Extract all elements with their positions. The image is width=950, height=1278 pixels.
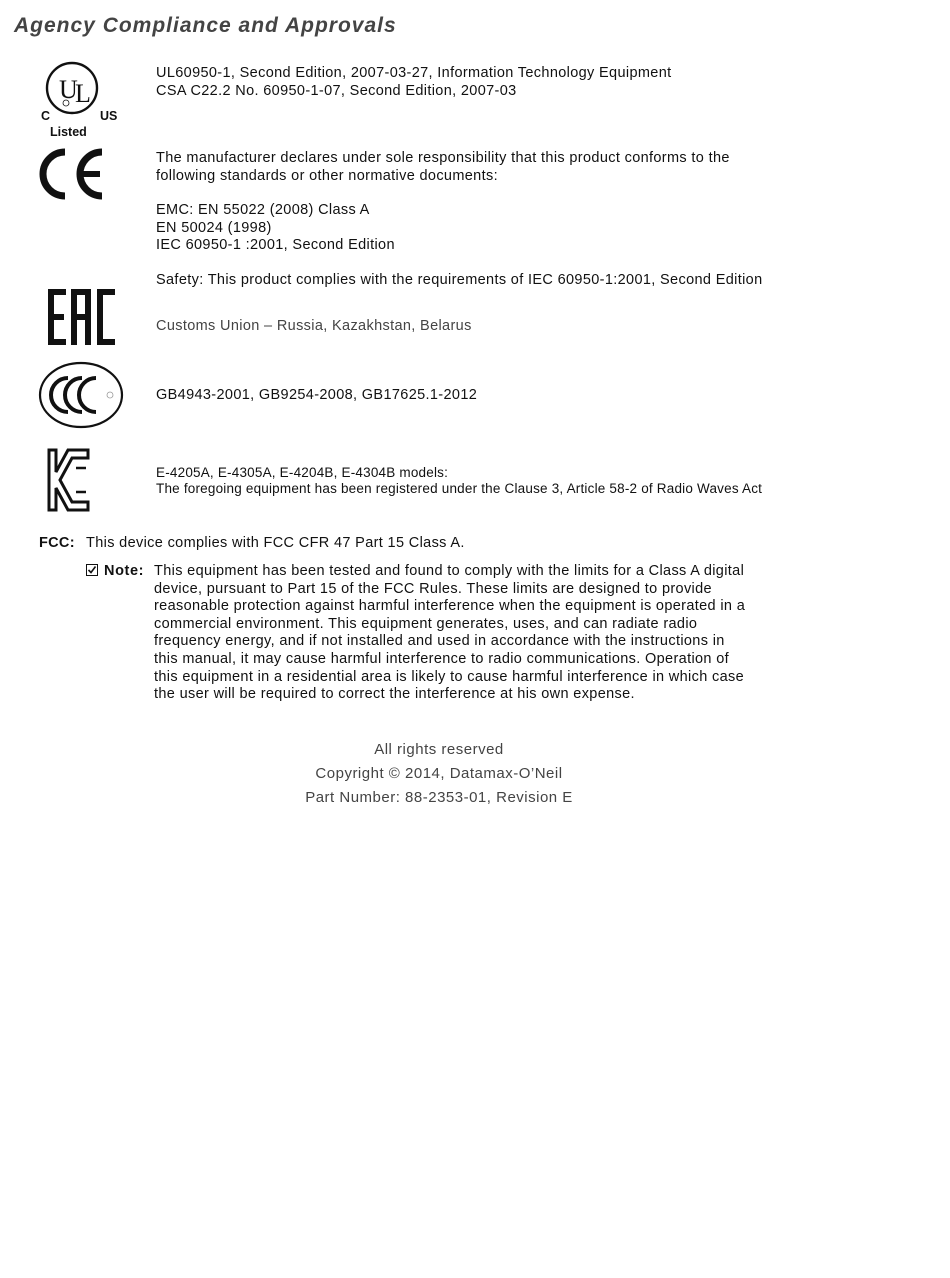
ul-c-label: C [41,109,51,123]
footer-copyright: Copyright © 2014, Datamax-O’Neil [315,765,563,782]
note-label: Note: [104,563,145,579]
ul-listed-label: Listed [50,125,87,139]
note-line: This equipment has been tested and found to comply with the limits for a Class A digital [154,563,745,579]
ul-standards [156,65,672,100]
ccc-mark-icon [38,360,126,430]
kc-registration [156,465,762,497]
eac-text: Customs Union – Russia, Kazakhstan, Belarus [156,318,472,334]
ce-declaration [156,150,730,185]
ul-standard-line: UL60950-1, Second Edition, 2007-03-27, Information Technology Equipment [156,65,672,81]
note-line: this manual, it may cause harmful interference to radio communications. Operation of [154,650,730,667]
ul-us-label: US [100,109,118,123]
ce-mark-icon [38,146,108,202]
note-line: reasonable protection against harmful interference when the equipment is operated in a [154,598,746,615]
eac-mark-icon [47,288,119,348]
ce-intro-line: The manufacturer declares under sole responsibility that this product conforms to the [156,150,730,166]
safety-statement: Safety: This product complies with the requirements of IEC 60950-1:2001, Second Edition [156,272,763,288]
kc-mark-icon [46,448,96,514]
svg-text:L: L [75,79,91,108]
fcc-label: FCC: [39,535,75,551]
note-body [154,563,745,704]
note-line: device, pursuant to Part 15 of the FCC Rules. These limits are designed to provide [154,580,712,597]
ce-intro-line: following standards or other normative documents: [156,167,498,184]
kc-models-line: E-4205A, E-4305A, E-4204B, E-4304B models: [156,465,449,480]
kc-registration-line: The foregoing equipment has been registered under the Clause 3, Article 58-2 of Radio Waves Act [156,481,763,496]
ccc-standards: GB4943-2001, GB9254-2008, GB17625.1-2012 [156,387,478,403]
note-line: frequency energy, and if not installed and used in accordance with the instructions in [154,633,725,650]
emc-line: EN 50024 (1998) [156,219,272,236]
note-checkbox-icon [86,564,98,576]
footer-rights: All rights reserved [374,741,504,758]
svg-text:U: U [59,75,78,104]
fcc-statement: This device complies with FCC CFR 47 Part 15 Class A. [86,535,465,551]
emc-standards [156,202,395,255]
page-title: Agency Compliance and Approvals [14,14,397,37]
footer-part-number: Part Number: 88-2353-01, Revision E [305,789,573,806]
emc-line: IEC 60950-1 :2001, Second Edition [156,237,395,254]
emc-line: EMC: EN 55022 (2008) Class A [156,202,370,218]
csa-standard-line: CSA C22.2 No. 60950-1-07, Second Edition, 2007-03 [156,82,517,99]
note-line: this equipment in a residential area is likely to cause harmful interference in which case [154,668,745,685]
note-line: the user will be required to correct the interference at his own expense. [154,686,635,703]
note-line: commercial environment. This equipment generates, uses, and can radiate radio [154,615,698,632]
